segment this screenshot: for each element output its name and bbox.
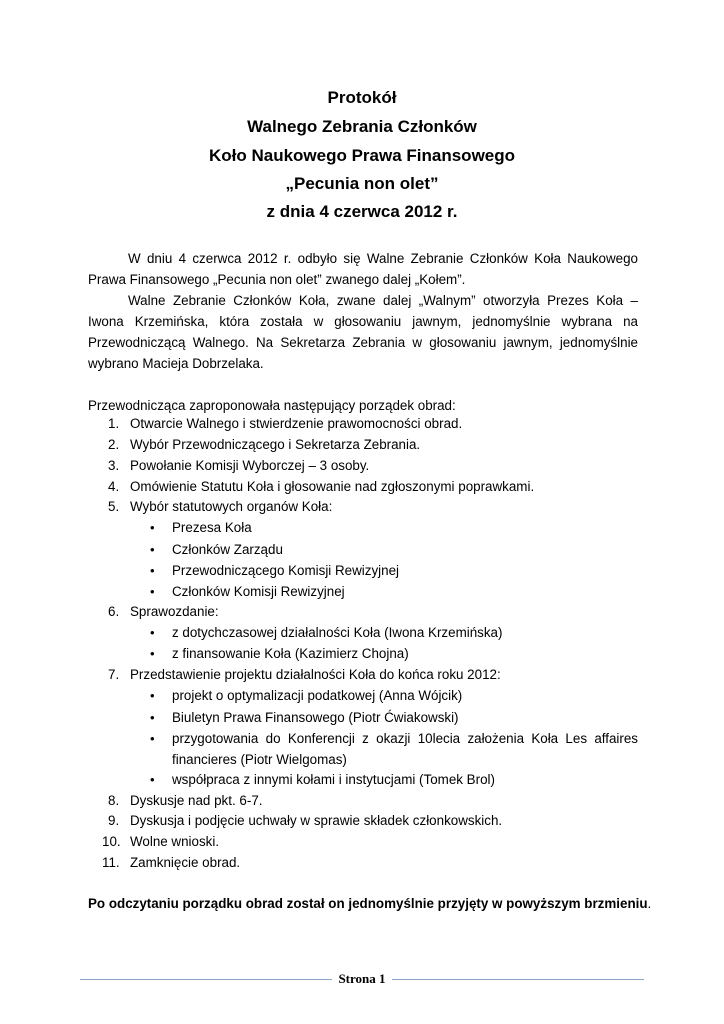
intro-p2-line3: Przewodniczącą Walnego. Na Sekretarza Zebrania w głosowaniu jawnym, jednomyślnie: [88, 335, 638, 350]
bullet-icon: •: [150, 563, 155, 578]
doc-subtitle-assembly: Walnego Zebrania Członków: [247, 117, 477, 136]
bullet-icon: •: [150, 625, 155, 640]
bullet-icon: •: [150, 520, 155, 535]
agenda-subitem: projekt o optymalizacji podatkowej (Anna Wójcik): [172, 688, 463, 703]
intro-p2-line1: Walne Zebranie Członków Koła, zwane dalej „Walnym” otworzyła Prezes Koła –: [128, 293, 638, 308]
page-footer: [0, 970, 724, 988]
agenda-subitem: z finansowanie Koła (Kazimierz Chojna): [172, 646, 409, 661]
agenda-subitem: Członków Komisji Rewizyjnej: [172, 584, 345, 599]
agenda-item-text: Wybór Przewodniczącego i Sekretarza Zebrania.: [130, 437, 421, 452]
agenda-item-text: Wolne wnioski.: [130, 834, 220, 849]
agenda-item-number: 5.: [108, 499, 120, 514]
agenda-item-text: Dyskusje nad pkt. 6-7.: [130, 793, 263, 808]
bullet-icon: •: [150, 772, 155, 787]
agenda-item-number: 2.: [108, 437, 120, 452]
agenda-item-number: 3.: [108, 458, 120, 473]
agenda-item-number: 11.: [102, 855, 120, 870]
bullet-icon: •: [150, 646, 155, 661]
closing-period: .: [647, 896, 652, 911]
agenda-item-text: Zamknięcie obrad.: [130, 855, 241, 870]
agenda-subitem: Członków Zarządu: [172, 542, 283, 557]
doc-title: Protokół: [327, 88, 397, 107]
doc-date: z dnia 4 czerwca 2012 r.: [266, 202, 458, 221]
bullet-icon: •: [150, 584, 155, 599]
intro-p1-line2: Prawa Finansowego „Pecunia non olet” zwanego dalej „Kołem”.: [88, 272, 466, 287]
agenda-item-number: 9.: [108, 813, 120, 828]
agenda-item-number: 1.: [108, 416, 120, 431]
agenda-subitem: Przewodniczącego Komisji Rewizyjnej: [172, 563, 399, 578]
bullet-icon: •: [150, 542, 155, 557]
agenda-item-text: Otwarcie Walnego i stwierdzenie prawomocności obrad.: [130, 416, 463, 431]
bullet-icon: •: [150, 688, 155, 703]
agenda-subitem: z dotychczasowej działalności Koła (Iwona Krzemińska): [172, 625, 503, 640]
agenda-item-number: 7.: [108, 667, 120, 682]
agenda-item-number: 10.: [102, 834, 121, 849]
closing-statement: [88, 893, 651, 914]
agenda-item-text: Sprawozdanie:: [130, 604, 219, 619]
agenda-subitem: współpraca z innymi kołami i instytucjami (Tomek Brol): [172, 772, 495, 787]
bullet-icon: •: [150, 710, 155, 725]
agenda-item-text: Przedstawienie projektu działalności Koła do końca roku 2012:: [130, 667, 501, 682]
bullet-icon: •: [150, 731, 155, 746]
agenda-item-text: Dyskusja i podjęcie uchwały w sprawie składek członkowskich.: [130, 813, 503, 828]
agenda-item-number: 4.: [108, 479, 120, 494]
agenda-item-number: 8.: [108, 793, 120, 808]
intro-p2-line2: Iwona Krzemińska, która została w głosowaniu jawnym, jednomyślnie wybrana na: [88, 314, 638, 329]
agenda-lead: Przewodnicząca zaproponowała następujący porządek obrad:: [88, 398, 456, 413]
agenda-item-text: Powołanie Komisji Wyborczej – 3 osoby.: [130, 458, 370, 473]
intro-p1-line1: W dniu 4 czerwca 2012 r. odbyło się Walne Zebranie Członków Koła Naukowego: [128, 251, 638, 266]
agenda-subitem: Prezesa Koła: [172, 520, 252, 535]
agenda-subitem: Biuletyn Prawa Finansowego (Piotr Ćwiakowski): [172, 710, 459, 725]
agenda-item-text: Wybór statutowych organów Koła:: [130, 499, 333, 514]
page-number: Strona 1: [332, 971, 391, 986]
agenda-subitem: przygotowania do Konferencji z okazji 10lecia założenia Koła Les affaires financieres (Piotr Wielgomas): [172, 731, 638, 767]
intro-p2-line4: wybrano Macieja Dobrzelaka.: [88, 356, 264, 371]
agenda-item-text: Omówienie Statutu Koła i głosowanie nad zgłoszonymi poprawkami.: [130, 479, 535, 494]
closing-text: Po odczytaniu porządku obrad został on jednomyślnie przyjęty w powyższym brzmieniu: [88, 896, 648, 911]
agenda-item-number: 6.: [108, 604, 120, 619]
doc-subtitle-motto: „Pecunia non olet”: [285, 174, 439, 193]
doc-subtitle-club: Koło Naukowego Prawa Finansowego: [208, 146, 516, 165]
